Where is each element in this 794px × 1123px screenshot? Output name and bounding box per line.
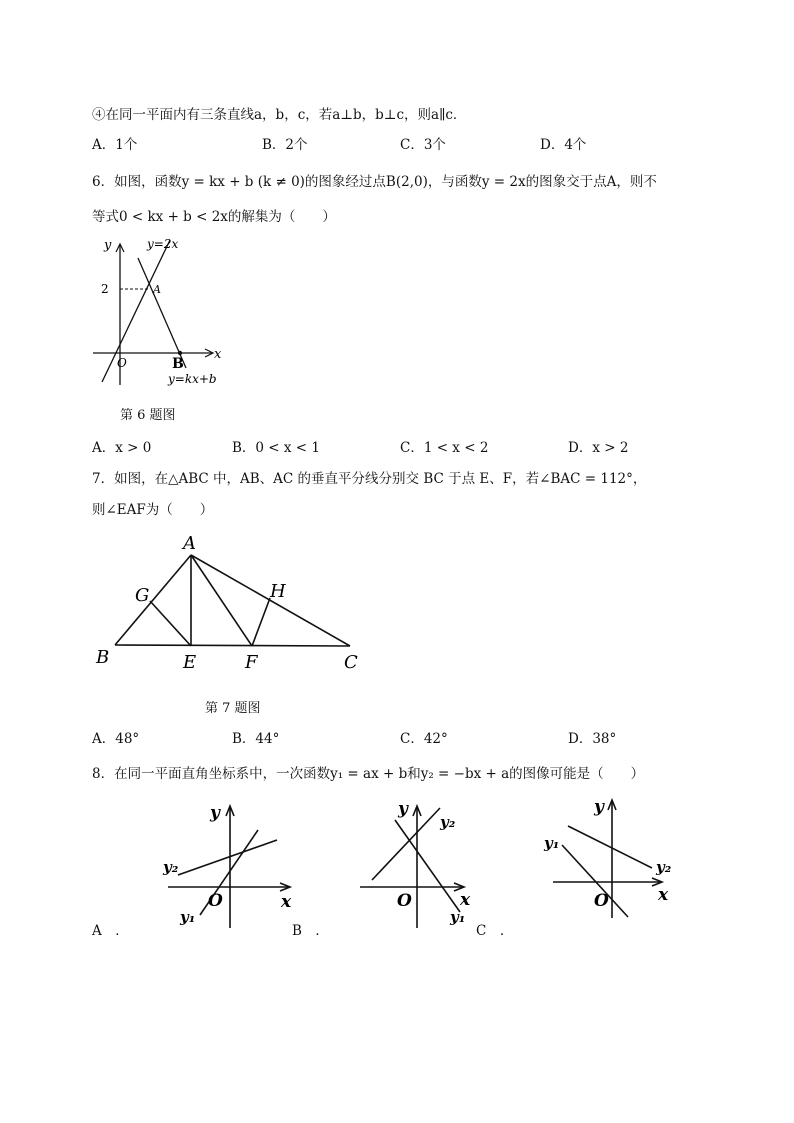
q6-x-axis-label: x <box>214 347 222 362</box>
q7-caption: 第 7 题图 <box>205 701 261 716</box>
q7-stem-line2: 则∠EAF为（ ） <box>92 502 214 518</box>
q6-option-b: B．0 < x < 1 <box>232 440 321 456</box>
statement-4: ④在同一平面内有三条直线a，b，c，若a⊥b，b⊥c，则a∥c． <box>92 107 467 123</box>
q8c-origin: O <box>594 891 609 911</box>
q5-option-d: D．4个 <box>540 137 587 153</box>
q7-label-e: E <box>183 652 197 673</box>
q6-stem-line2: 等式0 < kx + b < 2x的解集为（ ） <box>92 209 336 225</box>
q6-origin-label: O <box>117 356 127 370</box>
q5-option-c: C．3个 <box>400 137 446 153</box>
q8c-y1-label: y₁ <box>544 834 560 852</box>
q8b-x-label: x <box>460 890 471 910</box>
q7-label-c: C <box>344 652 358 673</box>
q6-stem-line1: 6．如图，函数y = kx + b (k ≠ 0)的图象经过点B(2,0)，与函数y = 2x的图象交于点A，则不 <box>92 174 657 190</box>
q6-label-b: B <box>172 356 184 372</box>
q7-label-b: B <box>96 647 110 668</box>
q6-label-a: A <box>153 283 161 296</box>
q5-option-a: A．1个 <box>92 137 138 153</box>
q8a-origin: O <box>208 891 223 911</box>
q7-label-g: G <box>135 585 150 606</box>
q7-option-a: A．48° <box>92 731 140 747</box>
q6-y-axis-label: y <box>104 238 112 253</box>
q5-option-b: B．2个 <box>262 137 308 153</box>
q8-label-c: C ． <box>476 923 514 939</box>
q8c-x-label: x <box>658 885 669 905</box>
q8b-origin: O <box>397 891 412 911</box>
q8-stem: 8．在同一平面直角坐标系中，一次函数y₁ = ax + b和y₂ = −bx + a的图像可能是（ ） <box>92 766 645 782</box>
q7-label-h: H <box>270 581 286 602</box>
q6-caption: 第 6 题图 <box>120 408 176 423</box>
q6-label-y2x: y=2x <box>147 237 179 251</box>
q7-stem-line1: 7．如图，在△ABC 中，AB、AC 的垂直平分线分别交 BC 于点 E、F，若∠BAC = 112°， <box>92 471 647 487</box>
q8-label-a: A ． <box>92 923 129 939</box>
q6-label-kxb: y=kx+b <box>168 372 217 386</box>
q8c-y2-label: y₂ <box>656 858 672 876</box>
q8b-y-label: y <box>398 799 408 819</box>
q8a-y-label: y <box>210 803 220 823</box>
q6-option-d: D．x > 2 <box>568 440 629 456</box>
q8a-x-label: x <box>281 892 292 912</box>
q8a-y1-label: y₁ <box>180 908 196 926</box>
q7-label-a: A <box>183 533 196 554</box>
q6-tick-2: 2 <box>101 282 109 296</box>
q8b-y2-label: y₂ <box>440 813 456 831</box>
q7-option-d: D．38° <box>568 731 617 747</box>
q8c-y-label: y <box>594 797 604 817</box>
q8a-y2-label: y₂ <box>163 858 179 876</box>
q7-option-c: C．42° <box>400 731 448 747</box>
q6-option-c: C．1 < x < 2 <box>400 440 489 456</box>
q7-option-b: B．44° <box>232 731 280 747</box>
q8-label-b: B ． <box>292 923 329 939</box>
q8b-y1-label: y₁ <box>450 908 466 926</box>
q6-option-a: A．x > 0 <box>92 440 152 456</box>
q7-label-f: F <box>245 652 258 673</box>
